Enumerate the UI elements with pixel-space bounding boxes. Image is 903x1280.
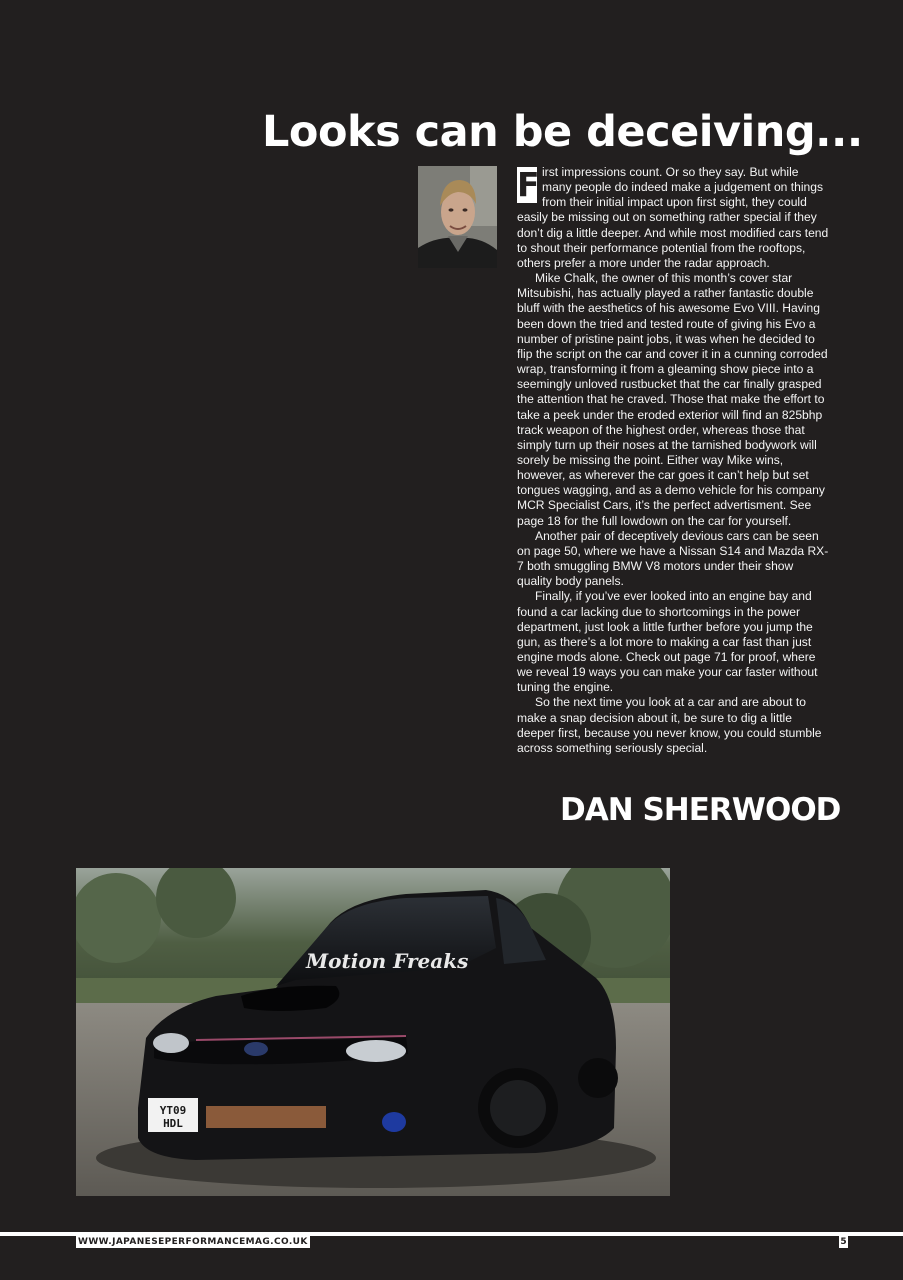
plate-line-2: HDL [163,1117,183,1130]
drop-cap: F [517,165,540,204]
plate-line-1: YT09 [159,1104,187,1117]
author-photo [418,166,497,268]
page-number: 5 [840,1237,847,1247]
paragraph [517,165,829,271]
footer-url[interactable]: WWW.JAPANESEPERFORMANCEMAG.CO.UK [78,1237,308,1247]
paragraph: Mike Chalk, the owner of this month’s cover star Mitsubishi, has actually played a rather fantastic double bluff with the aesthetics of his awesome Evo VIII. Having been down the tried and tested route of giving his Evo a number of pristine paint jobs, it was when he decided to flip the script on the car and cover it in a cunning corroded wrap, transforming it from a gleaming show piece into a seemingly unloved rustbucket that the car finally grasped the attention that he craved. Those that make the effort to take a peek under the eroded exterior will find an 825bhp track weapon of the highest order, whereas those that simply turn up their noses at the tarnished bodywork will sorely be missing the point. Either way Mike wins, however, as wherever the car goes it can’t help but set tongues wagging, and as a demo vehicle for his company MCR Specialist Cars, it’s the perfect advertisment. See page 18 for the full lowdown on the car for yourself. [517,271,828,528]
author-signature: DAN SHERWOOD [560,792,841,828]
headline: Looks can be deceiving... [262,107,863,157]
paragraph: Another pair of deceptively devious cars can be seen on page 50, where we have a Nissan S14 and Mazda RX-7 both smuggling BMW V8 motors under their show quality body panels. [517,528,829,589]
paragraph: So the next time you look at a car and are about to make a snap decision about it, be sure to dig a little deeper first, because you never know, you could stumble across something seriously special. [517,695,822,755]
windscreen-banner: Motion Freaks [306,949,469,973]
car-photo [76,868,670,1196]
paragraph: Finally, if you’ve ever looked into an engine bay and found a car lacking due to shortcomings in the power department, just look a little further before you jump the gun, as there’s a lot more to making a car fast than just engine mods alone. Check out page 71 for proof, where we reveal 19 ways you can make your car faster without tuning the engine. [517,589,818,695]
article-body [517,165,829,756]
paragraph-text: irst impressions count. Or so they say. But while many people do indeed make a judgement on things from their initial impact upon first sight, they could easily be missing out on something rather special if they don’t dig a little deeper. And while most modified cars tend to shout their performance potential from the rooftops, others prefer a more under the radar approach. [517,165,829,270]
